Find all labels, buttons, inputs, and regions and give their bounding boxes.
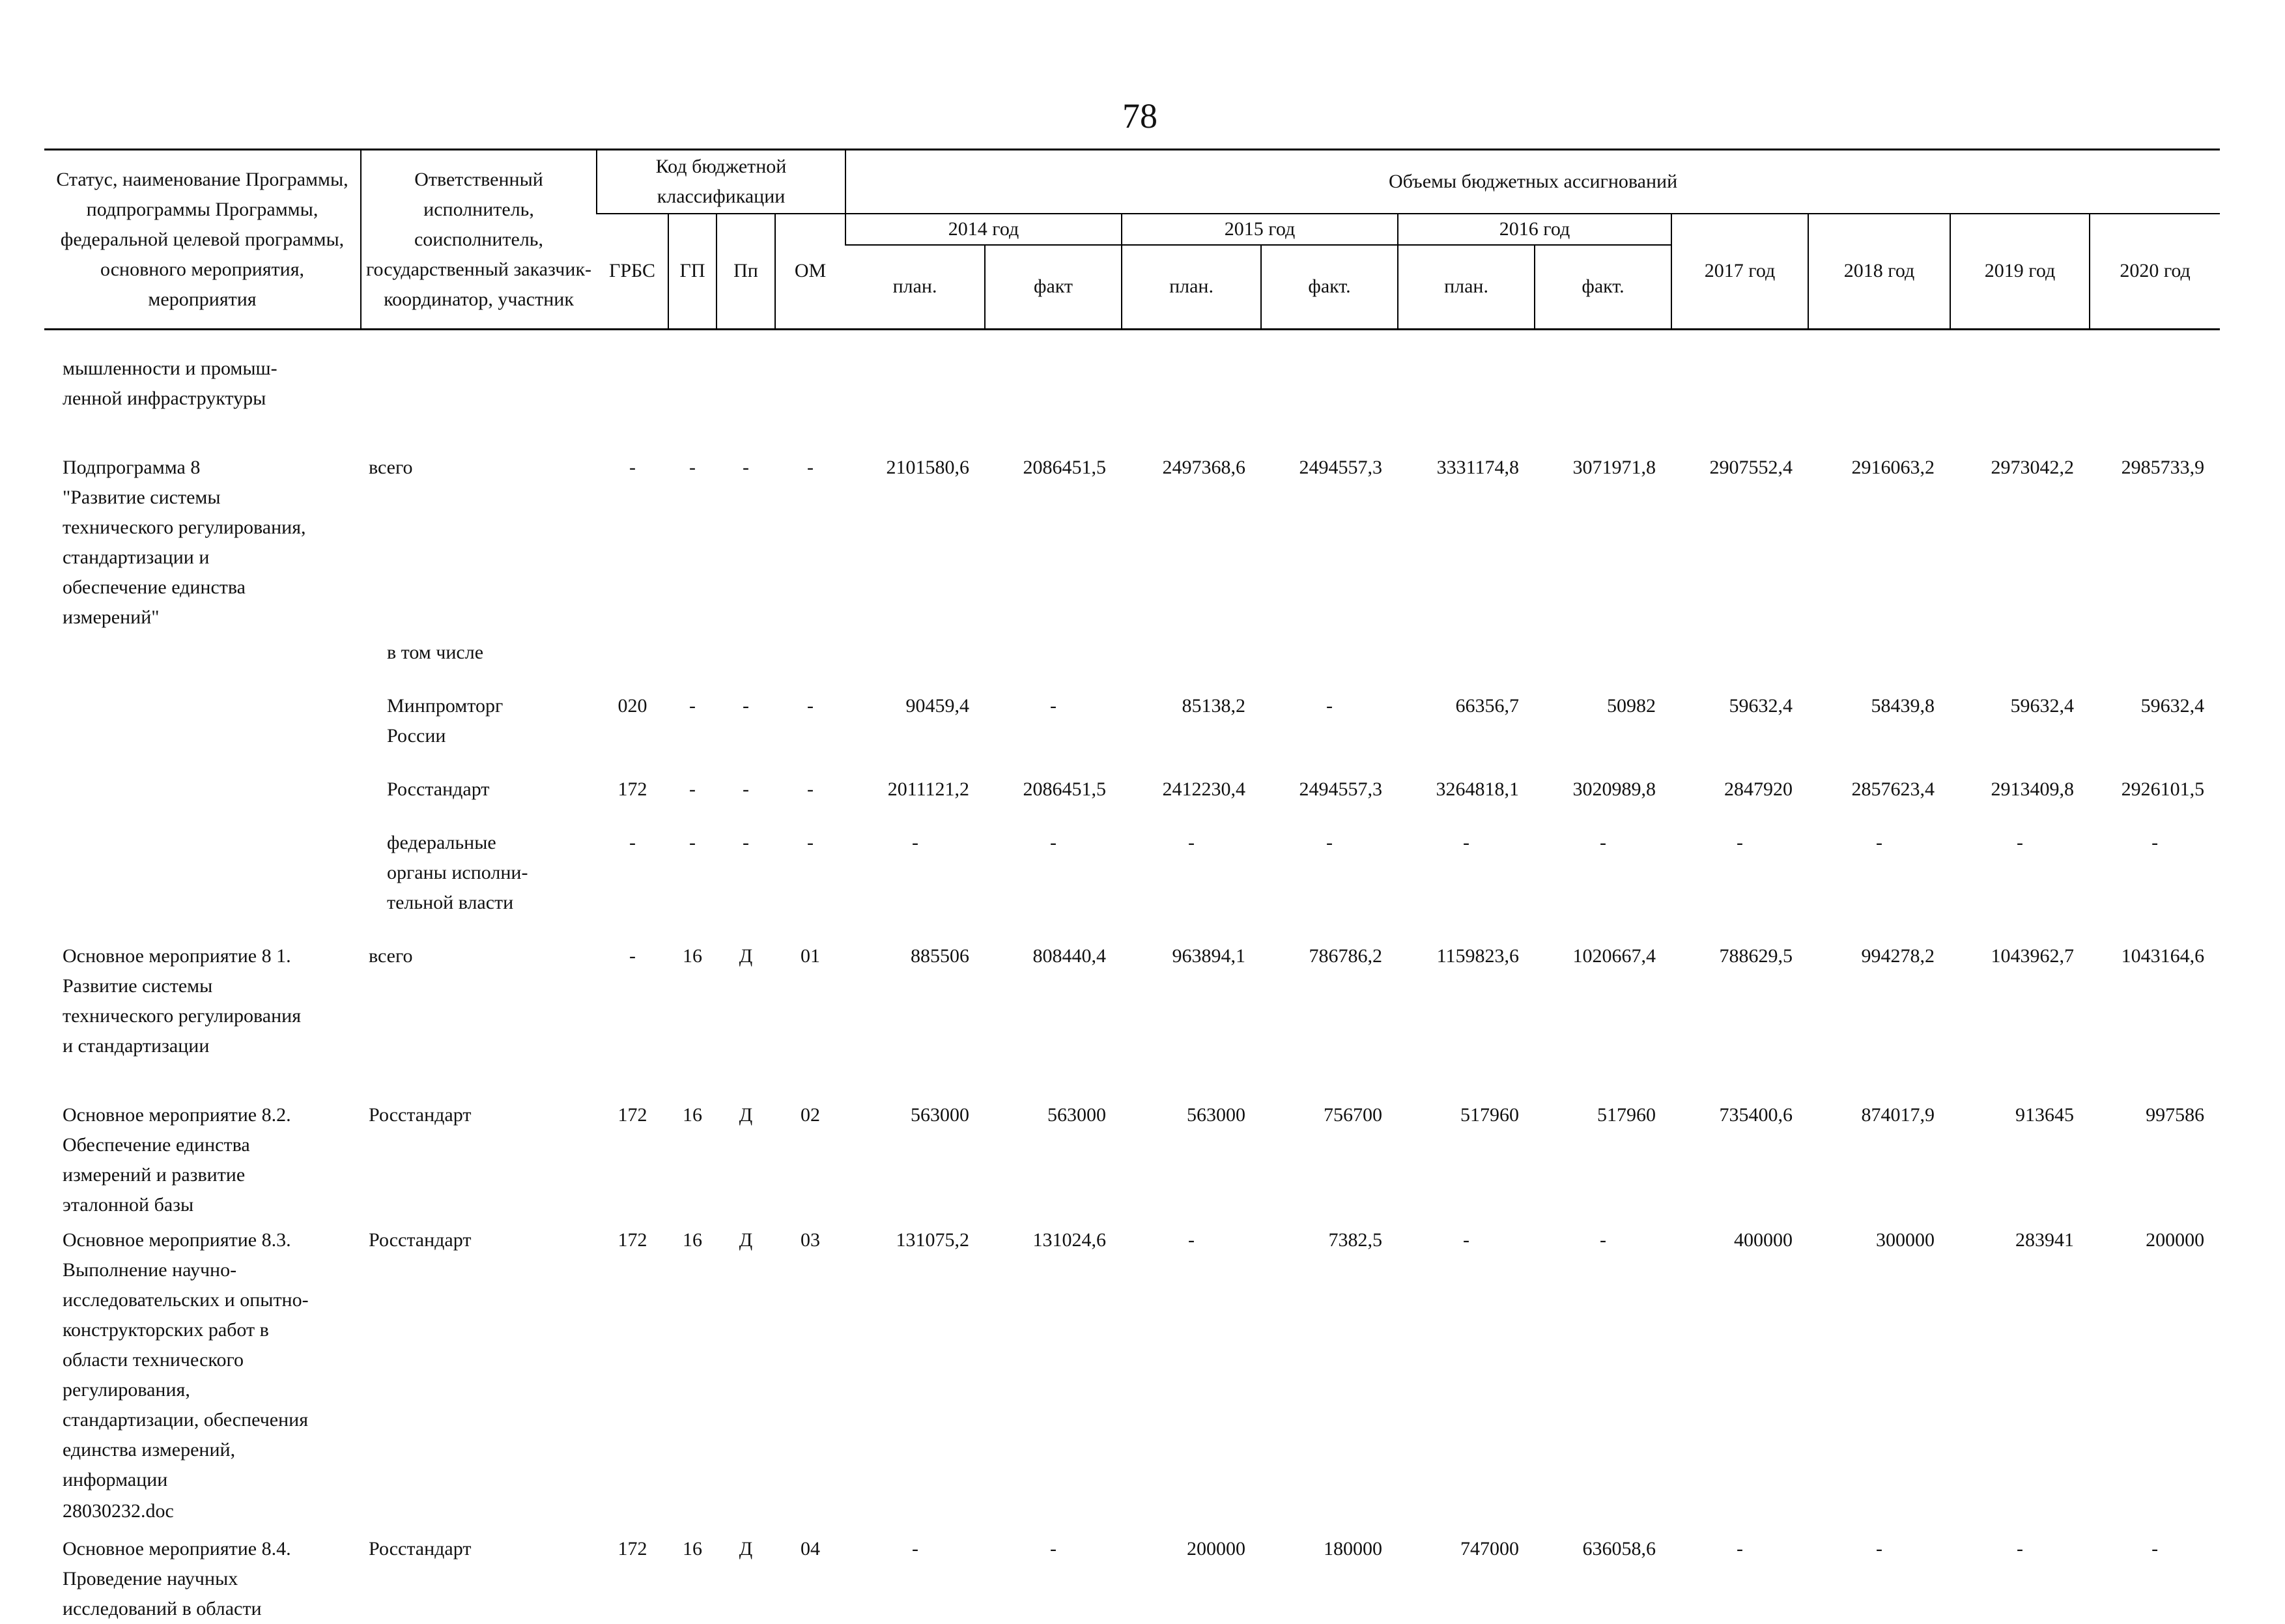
row-value-cell: 131024,6 — [985, 1220, 1122, 1495]
row-value-cell: 50982 — [1535, 668, 1671, 751]
table-row — [44, 668, 2220, 751]
row-value-cell: 997586 — [2090, 1061, 2220, 1220]
row-value-cell — [1808, 633, 1950, 668]
row-value-cell: 283941 — [1950, 1220, 2090, 1495]
header-year-2016: 2016 год — [1398, 214, 1671, 245]
row-value-cell: - — [1261, 805, 1398, 918]
row-value-cell: - — [1535, 805, 1671, 918]
row-gp-cell: - — [668, 805, 717, 918]
row-value-cell: - — [1122, 805, 1261, 918]
row-value-cell: 3264818,1 — [1398, 751, 1535, 805]
row-value-cell: 90459,4 — [845, 668, 985, 751]
row-responsible-cell: Росстандарт — [361, 751, 597, 805]
table-body — [44, 330, 2220, 1624]
row-gp-cell: - — [668, 414, 717, 633]
row-value-cell: - — [1535, 1220, 1671, 1495]
row-value-cell — [1261, 633, 1398, 668]
row-gp-cell: 16 — [668, 1495, 717, 1624]
row-value-cell: 563000 — [1122, 1061, 1261, 1220]
row-value-cell — [1398, 633, 1535, 668]
row-value-cell: 2494557,3 — [1261, 414, 1398, 633]
row-value-cell: 59632,4 — [1671, 668, 1808, 751]
row-value-cell: 735400,6 — [1671, 1061, 1808, 1220]
row-pp-cell: Д — [717, 1495, 775, 1624]
row-value-cell: 1159823,6 — [1398, 918, 1535, 1061]
row-value-cell: - — [1671, 1495, 1808, 1624]
row-responsible-cell: всего — [361, 414, 597, 633]
row-grbs-cell: - — [597, 918, 668, 1061]
row-value-cell: 2973042,2 — [1950, 414, 2090, 633]
row-grbs-cell: 172 — [597, 1495, 668, 1624]
row-value-cell: 300000 — [1808, 1220, 1950, 1495]
row-om-cell: 03 — [775, 1220, 845, 1495]
table-row — [44, 751, 2220, 805]
row-value-cell: 2101580,6 — [845, 414, 985, 633]
row-gp-cell: 16 — [668, 918, 717, 1061]
row-value-cell: - — [1808, 805, 1950, 918]
header-status: Статус, наименование Программы, подпрограммы Программы, федеральной целевой программы, основного мероприятия, мероприятия — [44, 150, 361, 330]
row-value-cell: 59632,4 — [2090, 668, 2220, 751]
header-year-2020: 2020 год — [2090, 214, 2220, 330]
header-year-2014: 2014 год — [845, 214, 1122, 245]
row-om-cell: - — [775, 751, 845, 805]
row-grbs-cell: 172 — [597, 751, 668, 805]
row-name-cell — [44, 633, 361, 668]
row-value-cell — [1535, 330, 1671, 414]
table-row — [44, 1495, 2220, 1624]
header-plan-2014: план. — [845, 245, 985, 330]
row-value-cell: 913645 — [1950, 1061, 2090, 1220]
row-value-cell — [1671, 330, 1808, 414]
row-value-cell — [1398, 330, 1535, 414]
row-value-cell: 131075,2 — [845, 1220, 985, 1495]
row-pp-cell: - — [717, 668, 775, 751]
row-value-cell: 2086451,5 — [985, 414, 1122, 633]
row-om-cell: - — [775, 805, 845, 918]
row-gp-cell: 16 — [668, 1220, 717, 1495]
row-value-cell: - — [1261, 668, 1398, 751]
row-value-cell: 7382,5 — [1261, 1220, 1398, 1495]
row-value-cell: 1020667,4 — [1535, 918, 1671, 1061]
row-value-cell: 1043164,6 — [2090, 918, 2220, 1061]
row-value-cell: - — [845, 805, 985, 918]
row-value-cell: 788629,5 — [1671, 918, 1808, 1061]
page-number: 78 — [1042, 96, 1238, 135]
document-filename: 28030232.doc — [63, 1498, 174, 1524]
row-gp-cell: - — [668, 751, 717, 805]
row-grbs-cell: - — [597, 414, 668, 633]
row-value-cell — [1122, 633, 1261, 668]
row-pp-cell: Д — [717, 1220, 775, 1495]
row-value-cell: 517960 — [1398, 1061, 1535, 1220]
row-value-cell: - — [1950, 805, 2090, 918]
row-value-cell: - — [985, 805, 1122, 918]
row-name-cell — [44, 751, 361, 805]
row-responsible-cell: Росстандарт — [361, 1495, 597, 1624]
row-value-cell — [2090, 330, 2220, 414]
row-value-cell: - — [985, 1495, 1122, 1624]
row-value-cell: 2985733,9 — [2090, 414, 2220, 633]
row-value-cell: - — [2090, 805, 2220, 918]
row-grbs-cell: 020 — [597, 668, 668, 751]
row-responsible-cell: Росстандарт — [361, 1061, 597, 1220]
row-value-cell: 180000 — [1261, 1495, 1398, 1624]
row-value-cell — [1808, 330, 1950, 414]
row-name-cell — [44, 668, 361, 751]
row-value-cell: 563000 — [985, 1061, 1122, 1220]
row-value-cell: - — [1671, 805, 1808, 918]
row-value-cell: 2916063,2 — [1808, 414, 1950, 633]
row-value-cell: 2907552,4 — [1671, 414, 1808, 633]
row-name-cell: Основное мероприятие 8.4. Проведение научных исследований в области — [44, 1495, 361, 1624]
row-value-cell: 58439,8 — [1808, 668, 1950, 751]
table-header — [44, 150, 2220, 330]
header-fact-2014: факт — [985, 245, 1122, 330]
row-value-cell: 636058,6 — [1535, 1495, 1671, 1624]
header-grbs: ГРБС — [597, 214, 668, 330]
header-gp: ГП — [668, 214, 717, 330]
row-name-cell: Основное мероприятие 8.3. Выполнение научно- исследовательских и опытно- конструкторских работ в области технического регулирования, стандартизации, обеспечения единства измерений, информации — [44, 1220, 361, 1495]
row-value-cell: 874017,9 — [1808, 1061, 1950, 1220]
table-row — [44, 330, 2220, 414]
header-budget-volume: Объемы бюджетных ассигнований — [845, 150, 2220, 214]
row-name-cell: Подпрограмма 8 "Развитие системы технического регулирования, стандартизации и обеспечение единства измерений" — [44, 414, 361, 633]
row-value-cell: 85138,2 — [1122, 668, 1261, 751]
row-value-cell: 200000 — [1122, 1495, 1261, 1624]
header-plan-2015: план. — [1122, 245, 1261, 330]
row-gp-cell: - — [668, 668, 717, 751]
row-om-cell — [775, 633, 845, 668]
row-value-cell — [845, 633, 985, 668]
row-pp-cell: - — [717, 805, 775, 918]
table-row — [44, 918, 2220, 1061]
row-value-cell: 963894,1 — [1122, 918, 1261, 1061]
row-responsible-cell: Росстандарт — [361, 1220, 597, 1495]
row-value-cell — [1261, 330, 1398, 414]
row-value-cell: 3071971,8 — [1535, 414, 1671, 633]
row-value-cell — [985, 633, 1122, 668]
row-value-cell: 563000 — [845, 1061, 985, 1220]
row-value-cell: 2847920 — [1671, 751, 1808, 805]
row-grbs-cell: 172 — [597, 1061, 668, 1220]
row-responsible-cell: в том числе — [361, 633, 597, 668]
row-responsible-cell: федеральные органы исполни- тельной власти — [361, 805, 597, 918]
row-value-cell: 59632,4 — [1950, 668, 2090, 751]
row-value-cell: 2926101,5 — [2090, 751, 2220, 805]
row-value-cell: 3020989,8 — [1535, 751, 1671, 805]
row-value-cell: - — [1122, 1220, 1261, 1495]
row-name-cell — [44, 805, 361, 918]
row-gp-cell: 16 — [668, 1061, 717, 1220]
header-pp: Пп — [717, 214, 775, 330]
row-value-cell: 786786,2 — [1261, 918, 1398, 1061]
table-row — [44, 1061, 2220, 1220]
row-value-cell: 66356,7 — [1398, 668, 1535, 751]
header-om: ОМ — [775, 214, 845, 330]
row-om-cell: 01 — [775, 918, 845, 1061]
row-value-cell: 200000 — [2090, 1220, 2220, 1495]
table-row — [44, 414, 2220, 633]
row-grbs-cell: 172 — [597, 1220, 668, 1495]
header-year-2015: 2015 год — [1122, 214, 1398, 245]
row-value-cell: - — [845, 1495, 985, 1624]
row-om-cell: 04 — [775, 1495, 845, 1624]
header-responsible: Ответственный исполнитель, соисполнитель, государственный заказчик-координатор, участник — [361, 150, 597, 330]
row-value-cell — [1950, 633, 2090, 668]
header-fact-2015: факт. — [1261, 245, 1398, 330]
header-plan-2016: план. — [1398, 245, 1535, 330]
row-value-cell — [1122, 330, 1261, 414]
row-responsible-cell: Минпромторг России — [361, 668, 597, 751]
table-row — [44, 633, 2220, 668]
table-row — [44, 1220, 2220, 1495]
header-year-2018: 2018 год — [1808, 214, 1950, 330]
row-value-cell: - — [1950, 1495, 2090, 1624]
row-value-cell: 756700 — [1261, 1061, 1398, 1220]
row-value-cell: 994278,2 — [1808, 918, 1950, 1061]
row-value-cell — [985, 330, 1122, 414]
header-fact-2016: факт. — [1535, 245, 1671, 330]
row-value-cell: 2412230,4 — [1122, 751, 1261, 805]
row-value-cell: - — [1808, 1495, 1950, 1624]
row-pp-cell — [717, 330, 775, 414]
row-value-cell: 2494557,3 — [1261, 751, 1398, 805]
row-name-cell: мышленности и промыш- ленной инфраструктуры — [44, 330, 361, 414]
row-value-cell: - — [985, 668, 1122, 751]
header-year-2017: 2017 год — [1671, 214, 1808, 330]
row-name-cell: Основное мероприятие 8 1. Развитие системы технического регулирования и стандартизации — [44, 918, 361, 1061]
row-grbs-cell: - — [597, 805, 668, 918]
row-value-cell: 2497368,6 — [1122, 414, 1261, 633]
row-value-cell: 3331174,8 — [1398, 414, 1535, 633]
table-row — [44, 805, 2220, 918]
row-value-cell: - — [2090, 1495, 2220, 1624]
row-om-cell — [775, 330, 845, 414]
row-om-cell: - — [775, 414, 845, 633]
row-value-cell — [1671, 633, 1808, 668]
row-gp-cell — [668, 633, 717, 668]
row-value-cell: 885506 — [845, 918, 985, 1061]
row-value-cell: - — [1398, 805, 1535, 918]
row-grbs-cell — [597, 633, 668, 668]
row-value-cell — [845, 330, 985, 414]
row-pp-cell: Д — [717, 918, 775, 1061]
row-value-cell: 517960 — [1535, 1061, 1671, 1220]
row-grbs-cell — [597, 330, 668, 414]
row-gp-cell — [668, 330, 717, 414]
row-value-cell: 2011121,2 — [845, 751, 985, 805]
row-pp-cell: - — [717, 414, 775, 633]
row-pp-cell — [717, 633, 775, 668]
header-budget-code: Код бюджетной классификации — [597, 150, 845, 214]
row-value-cell: 808440,4 — [985, 918, 1122, 1061]
row-value-cell: 747000 — [1398, 1495, 1535, 1624]
row-pp-cell: Д — [717, 1061, 775, 1220]
row-value-cell: 2086451,5 — [985, 751, 1122, 805]
row-value-cell: 2913409,8 — [1950, 751, 2090, 805]
row-om-cell: 02 — [775, 1061, 845, 1220]
row-responsible-cell — [361, 330, 597, 414]
row-value-cell — [1950, 330, 2090, 414]
row-value-cell: - — [1398, 1220, 1535, 1495]
header-year-2019: 2019 год — [1950, 214, 2090, 330]
budget-allocation-table — [44, 149, 2220, 1624]
row-value-cell: 400000 — [1671, 1220, 1808, 1495]
row-value-cell: 2857623,4 — [1808, 751, 1950, 805]
row-responsible-cell: всего — [361, 918, 597, 1061]
row-pp-cell: - — [717, 751, 775, 805]
row-name-cell: Основное мероприятие 8.2. Обеспечение единства измерений и развитие эталонной базы — [44, 1061, 361, 1220]
row-value-cell — [2090, 633, 2220, 668]
row-om-cell: - — [775, 668, 845, 751]
row-value-cell — [1535, 633, 1671, 668]
row-value-cell: 1043962,7 — [1950, 918, 2090, 1061]
